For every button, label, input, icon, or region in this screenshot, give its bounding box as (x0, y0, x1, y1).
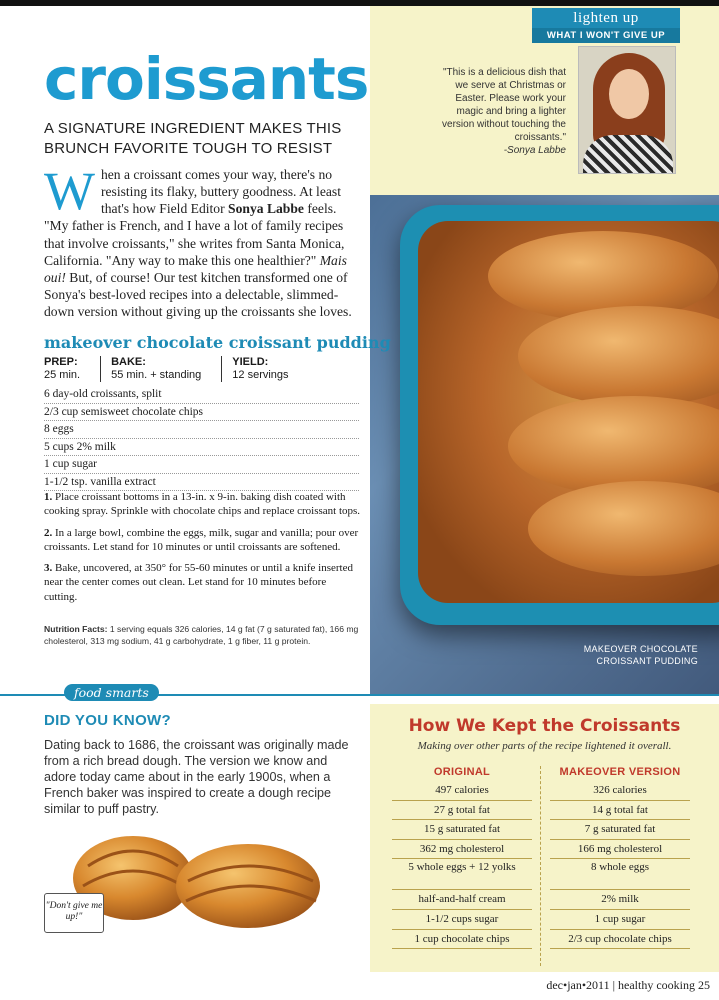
makeover-cell: 1 cup sugar (550, 910, 690, 930)
makeover-cell: 8 whole eggs (550, 859, 690, 890)
comparison-title: How We Kept the Croissants (408, 716, 681, 736)
makeover-cell: 14 g total fat (550, 801, 690, 821)
makeover-cell: 7 g saturated fat (550, 820, 690, 840)
original-cell: 362 mg cholesterol (392, 840, 532, 860)
original-cell: half-and-half cream (392, 890, 532, 910)
comparison-subtitle: Making over other parts of the recipe lightened it overall. (417, 740, 672, 752)
recipe-photo (370, 195, 719, 695)
original-header: ORIGINAL (433, 766, 491, 778)
original-cell: 497 calories (392, 781, 532, 801)
ingredient-item: 8 eggs (44, 421, 359, 439)
makeover-cell: 166 mg cholesterol (550, 840, 690, 860)
did-you-know-body: Dating back to 1686, the croissant was originally made from a rich bread dough. The version we know and adore today came about in the early 1900s, when a French baker was inspired to create a dough recipe similar to puff pastry. (44, 738, 349, 817)
portrait-photo (578, 46, 676, 174)
food-smarts-tag: food smarts (64, 684, 159, 701)
quote-signature: -Sonya Labbe (503, 145, 566, 156)
makeover-cell: 326 calories (550, 781, 690, 801)
makeover-cell: 2/3 cup chocolate chips (550, 930, 690, 950)
recipe-title: makeover chocolate croissant pudding (44, 333, 391, 352)
intro-paragraph: When a croissant comes your way, there's no resisting its flaky, buttery goodness. At least that's how Field Editor Sonya Labbe feels. "My father is French, and I have a lot of family recipes that involve croissants," she writes from Santa Monica, California. "Any way to make this one healthier?" Mais oui! But, of course! Our test kitchen transformed one of Sonya's best-loved recipes into a delectable, slimmed-down version without giving up the croissants she loves. (44, 161, 352, 319)
ingredient-item: 2/3 cup semisweet chocolate chips (44, 404, 359, 422)
original-cell: 27 g total fat (392, 801, 532, 821)
prep-time: PREP: 25 min. (44, 356, 81, 382)
nutrition-facts: Nutrition Facts: 1 serving equals 326 calories, 14 g fat (7 g saturated fat), 166 mg cholesterol, 313 mg sodium, 41 g carbohydrate, 1 g fiber, 11 g protein. (44, 624, 359, 646)
bake-time: BAKE: 55 min. + standing (100, 356, 211, 382)
recipe-meta (44, 356, 364, 382)
original-cell: 5 whole eggs + 12 yolks (392, 859, 532, 890)
step-item: 2. In a large bowl, combine the eggs, milk, sugar and vanilla; pour over croissants. Let stand for 10 minutes or until croissants are softened. (44, 526, 359, 553)
ingredient-item: 6 day-old croissants, split (44, 386, 359, 404)
makeover-header: MAKEOVER VERSION (559, 766, 681, 778)
quote-text: "This is a delicious dish that we serve at Christmas or Easter. Please work your magic and bring a lighter version without touching the croissants." (442, 67, 566, 143)
ingredient-list (44, 386, 359, 491)
recipe-steps (44, 490, 362, 611)
subheadline: A SIGNATURE INGREDIENT MAKES THIS BRUNCH FAVORITE TOUGH TO RESIST (44, 120, 342, 157)
badge-title: lighten up (573, 10, 639, 26)
column-separator (540, 766, 541, 966)
page-title: croissants (44, 45, 369, 113)
ingredient-item: 5 cups 2% milk (44, 439, 359, 457)
baking-dish (400, 205, 719, 625)
yield: YIELD: 12 servings (221, 356, 298, 382)
comparison-panel (370, 704, 719, 972)
makeover-column (550, 766, 690, 949)
croissant-illustration (68, 826, 328, 932)
original-cell: 1-1/2 cups sugar (392, 910, 532, 930)
original-column (392, 766, 532, 949)
speech-bubble: "Don't give me up!" (44, 893, 104, 933)
makeover-cell: 2% milk (550, 890, 690, 910)
badge-subtitle: WHAT I WON'T GIVE UP (532, 28, 680, 43)
did-you-know-title: DID YOU KNOW? (44, 712, 171, 729)
original-cell: 15 g saturated fat (392, 820, 532, 840)
ingredient-item: 1-1/2 tsp. vanilla extract (44, 474, 359, 492)
drop-cap: W (44, 161, 95, 221)
ingredient-item: 1 cup sugar (44, 456, 359, 474)
step-item: 1. Place croissant bottoms in a 13-in. x 9-in. baking dish coated with cooking spray. Sprinkle with chocolate chips and replace croissant tops. (44, 491, 361, 518)
lighten-up-badge (532, 8, 680, 43)
original-cell: 1 cup chocolate chips (392, 930, 532, 950)
step-item: 3. Bake, uncovered, at 350° for 55-60 minutes or until a knife inserted near the center comes out clean. Let stand for 10 minutes before cutting. (44, 562, 353, 603)
reader-quote (432, 66, 566, 157)
page-footer: dec•jan•2011 | healthy cooking 25 (546, 978, 710, 992)
photo-caption: MAKEOVER CHOCOLATE CROISSANT PUDDING (583, 644, 698, 667)
